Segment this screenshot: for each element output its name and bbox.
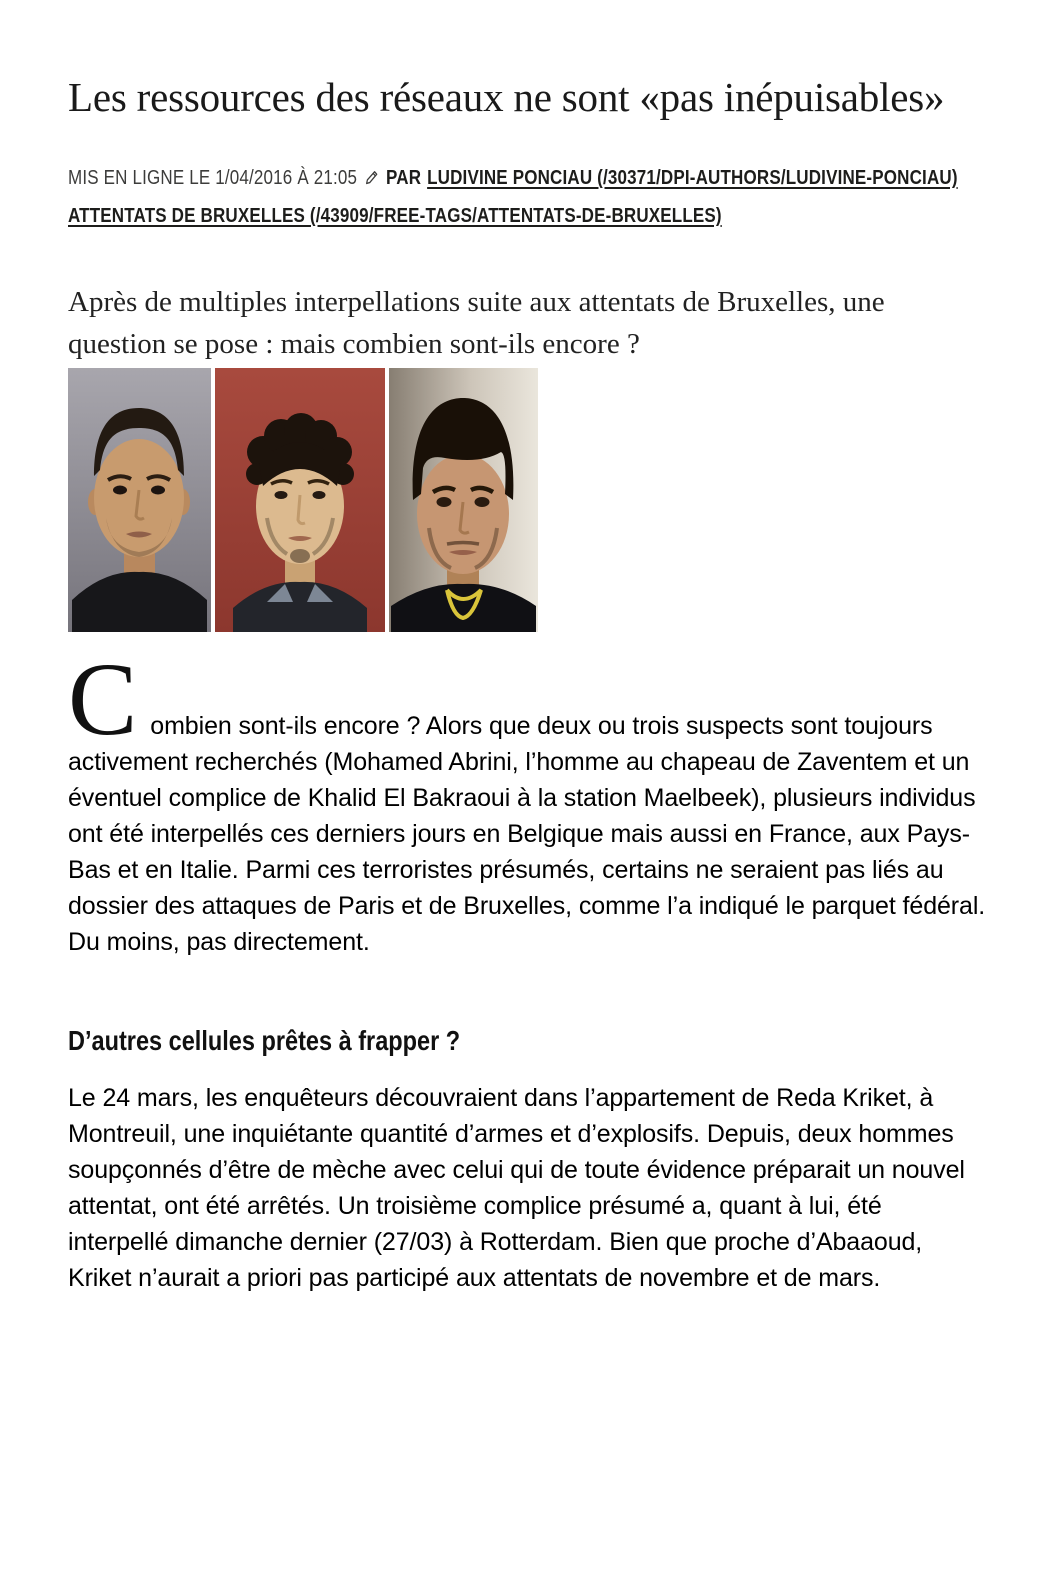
byline-par-label: PAR bbox=[386, 167, 422, 189]
paragraph-2: Le 24 mars, les enquêteurs découvraient dans l’appartement de Reda Kriket, à Montreuil, une inquiétante quantité d’armes et d’explosifs. Depuis, deux hommes soupçonnés d’être de mèche avec celui qui de toute évidence préparait un nouvel attentat, ont été arrêtés. Un troisième complice présumé a, quant à lui, été interpellé dimanche dernier (27/03) à Rotterdam. Bien que proche d’Abaaoud, Kriket n’aurait a priori pas participé aux attentats de novembre et de mars. bbox=[68, 1084, 965, 1292]
article bbox=[68, 75, 988, 1296]
byline-line-2 bbox=[68, 197, 1046, 235]
byline-line-1 bbox=[68, 159, 1046, 197]
subheading bbox=[68, 1022, 988, 1060]
suspect-photo-2 bbox=[215, 368, 385, 632]
tag-link[interactable]: ATTENTATS DE BRUXELLES (/43909/FREE-TAGS/ATTENTATS-DE-BRUXELLES) bbox=[68, 205, 722, 227]
paragraph-1-text: ombien sont-ils encore ? Alors que deux ou trois suspects sont toujours activement recherchés (Mohamed Abrini, l’homme au chapeau de Zaventem et un éventuel complice de Khalid El Bakraoui à la station Maelbeek), plusieurs individus ont été interpellés ces derniers jours en Belgique mais aussi en France, aux Pays-Bas et en Italie. Parmi ces terroristes présumés, certains ne seraient pas liés au dossier des attaques de Paris et de Bruxelles, comme l’a indiqué le parquet fédéral. Du moins, pas directement. bbox=[68, 712, 986, 956]
suspects-photo-strip bbox=[68, 368, 538, 632]
pencil-icon bbox=[365, 168, 380, 186]
paragraph-1 bbox=[68, 642, 986, 960]
drop-cap: C bbox=[68, 642, 138, 757]
byline bbox=[68, 159, 988, 235]
author-link[interactable]: LUDIVINE PONCIAU (/30371/DPI-AUTHORS/LUDIVINE-PONCIAU) bbox=[427, 167, 958, 189]
article-page bbox=[0, 75, 1058, 1296]
publish-date: MIS EN LIGNE LE 1/04/2016 À 21:05 bbox=[68, 167, 358, 189]
suspect-photo-1 bbox=[68, 368, 211, 632]
article-lead: Après de multiples interpellations suite aux attentats de Bruxelles, une question se pose : mais combien sont-ils encore ? bbox=[68, 286, 885, 360]
suspect-photo-3 bbox=[389, 368, 538, 632]
article-title: Les ressources des réseaux ne sont «pas inépuisables» bbox=[68, 74, 945, 120]
subheading-text: D’autres cellules prêtes à frapper ? bbox=[68, 1025, 461, 1056]
